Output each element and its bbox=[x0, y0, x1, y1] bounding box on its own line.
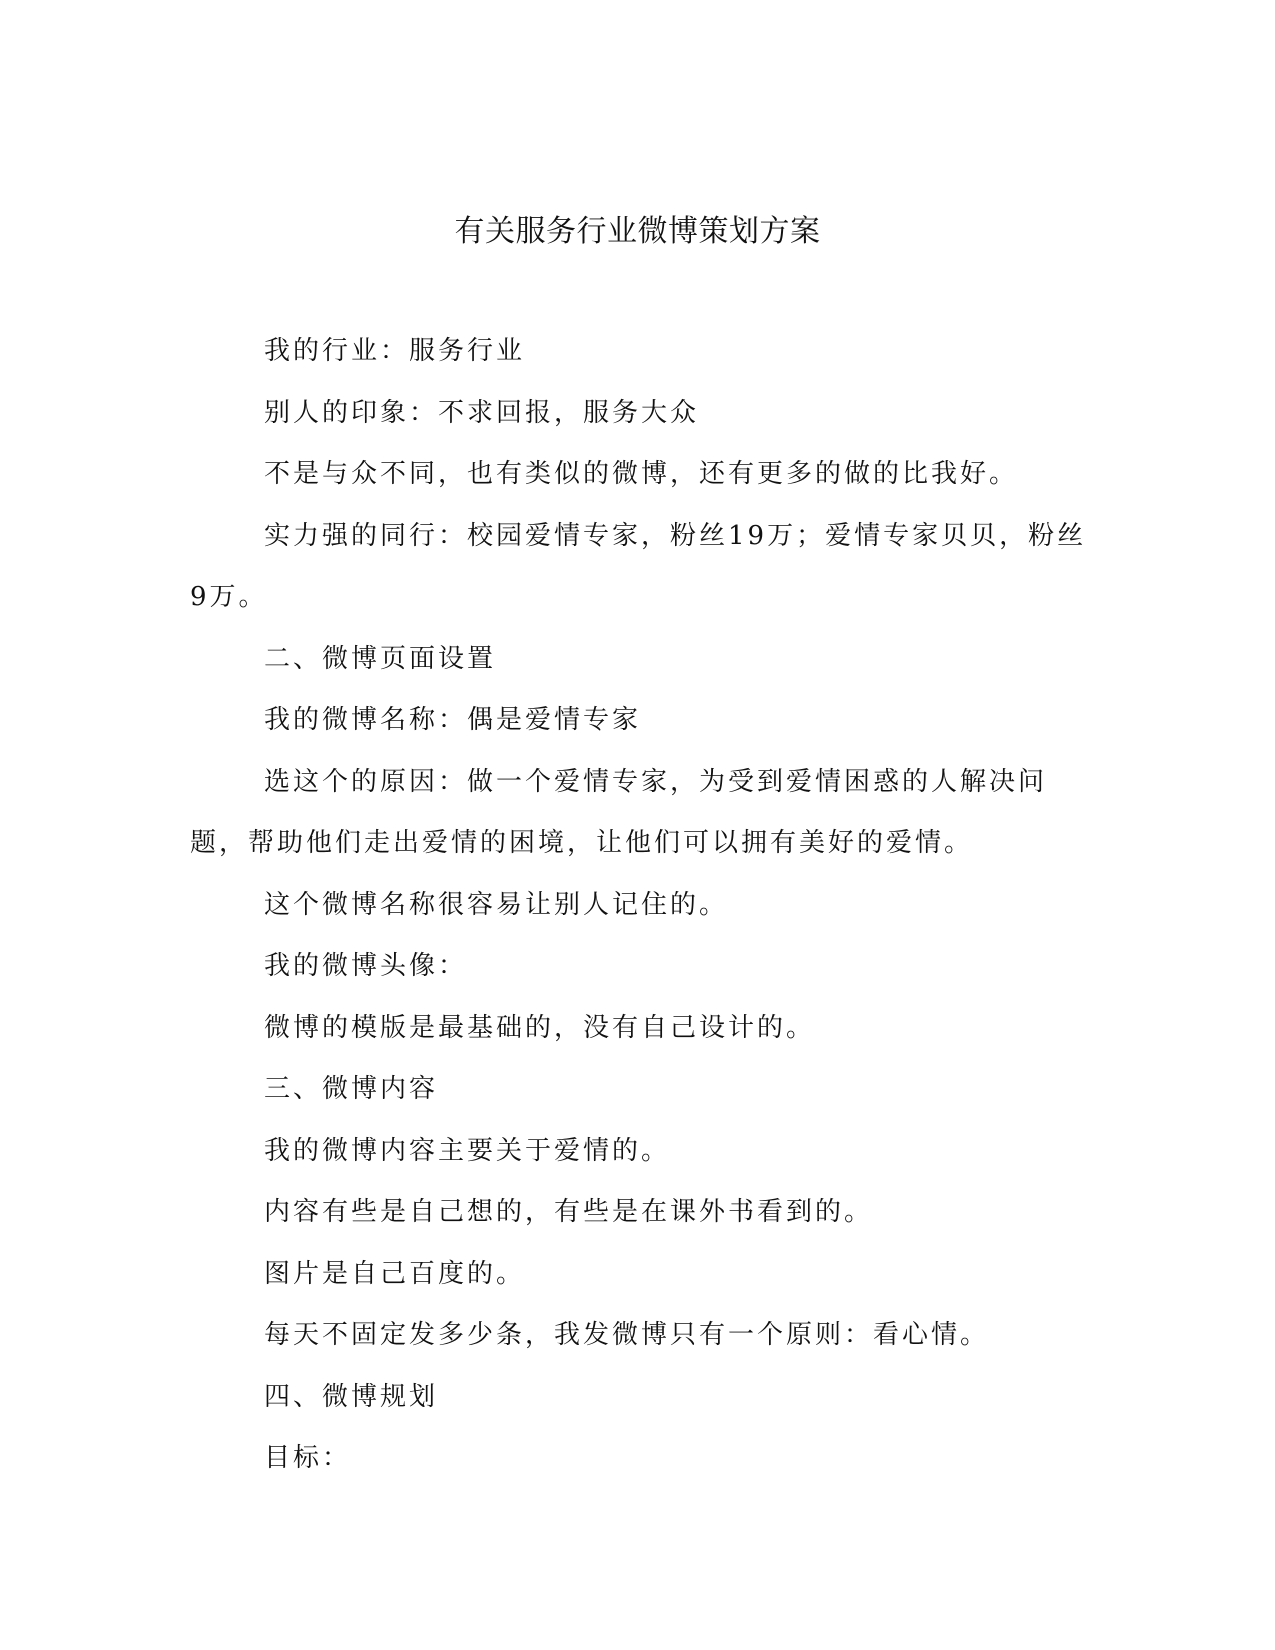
paragraph-competitors: 实力强的同行：校园爱情专家，粉丝19万；爱情专家贝贝，粉丝9万。 bbox=[190, 520, 1087, 612]
paragraph-content-source: 内容有些是自己想的，有些是在课外书看到的。 bbox=[264, 1197, 874, 1227]
paragraph-name-reason: 选这个的原因：做一个爱情专家，为受到爱情困惑的人解决问题，帮助他们走出爱情的困境，让他们可以拥有美好的爱情。 bbox=[190, 766, 1048, 858]
paragraph-name-memorable: 这个微博名称很容易让别人记住的。 bbox=[264, 889, 729, 920]
document-title: 有关服务行业微博策划方案 bbox=[454, 214, 821, 249]
paragraph-impression: 别人的印象：不求回报，服务大众 bbox=[264, 397, 700, 428]
paragraph-posting-frequency: 每天不固定发多少条，我发微博只有一个原则：看心情。 bbox=[264, 1320, 990, 1350]
section-heading-page-settings: 二、微博页面设置 bbox=[264, 643, 497, 674]
paragraph-weibo-name: 我的微博名称：偶是爱情专家 bbox=[264, 705, 642, 735]
section-heading-planning: 四、微博规划 bbox=[264, 1381, 439, 1412]
section-heading-content: 三、微博内容 bbox=[264, 1074, 439, 1104]
paragraph-industry: 我的行业：服务行业 bbox=[264, 336, 526, 366]
paragraph-template: 微博的模版是最基础的，没有自己设计的。 bbox=[264, 1012, 816, 1043]
paragraph-images: 图片是自己百度的。 bbox=[264, 1258, 526, 1289]
paragraph-content-topic: 我的微博内容主要关于爱情的。 bbox=[264, 1135, 671, 1166]
paragraph-similar-weibo: 不是与众不同，也有类似的微博，还有更多的做的比我好。 bbox=[264, 459, 1019, 489]
document-body bbox=[190, 321, 1090, 1490]
paragraph-avatar: 我的微博头像： bbox=[264, 951, 468, 981]
paragraph-goal: 目标： bbox=[264, 1443, 352, 1473]
